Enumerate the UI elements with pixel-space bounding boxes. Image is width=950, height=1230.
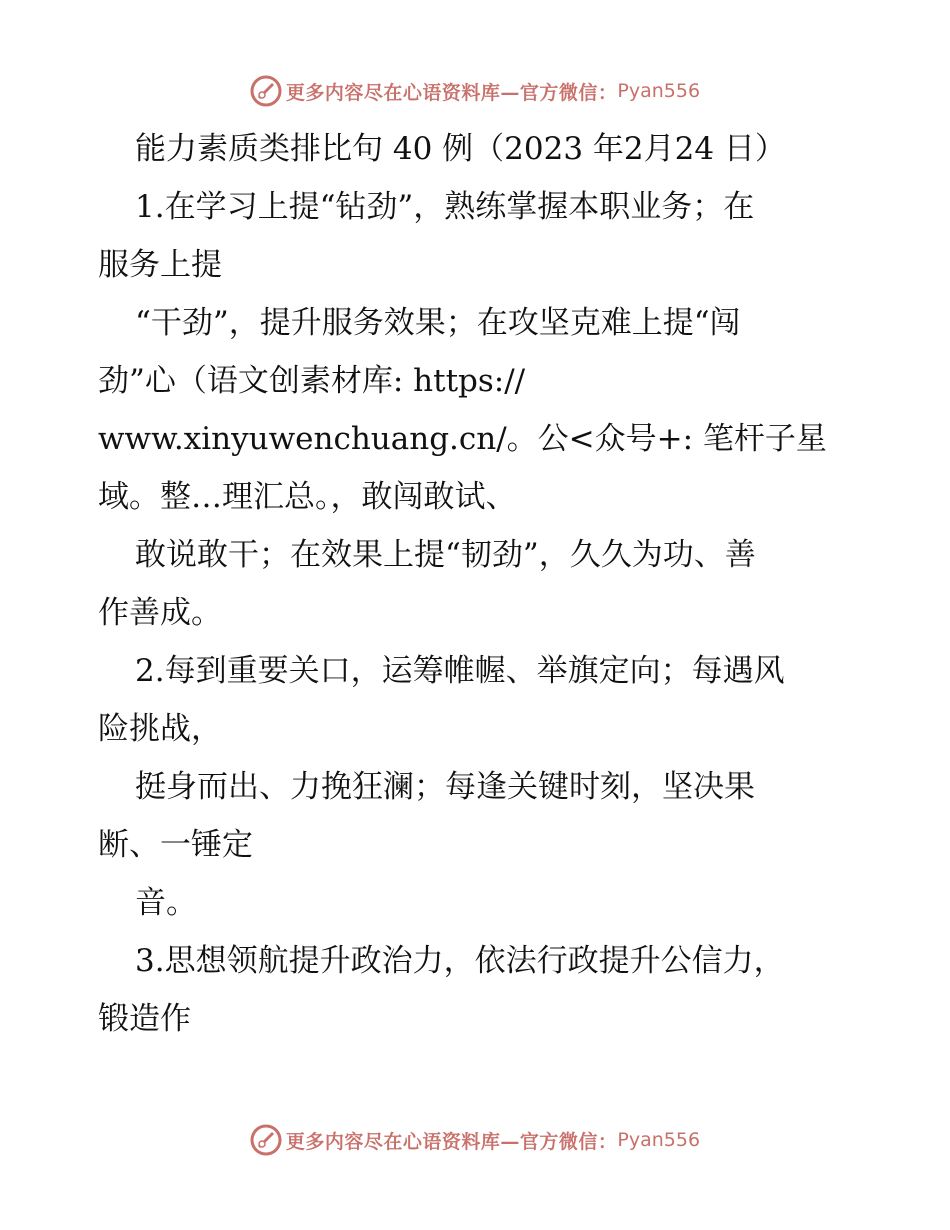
- text-line: www.xinyuwenchuang.cn/。公<众号+: 笔杆子星: [98, 421, 827, 457]
- text-line: 敢说敢干；在效果上提“韧劲”，久久为功、善: [135, 537, 756, 573]
- text-line: 服务上提: [98, 247, 222, 283]
- quill-logo-icon: [250, 1124, 282, 1156]
- quill-logo-icon: [250, 75, 282, 107]
- text-line: “干劲”，提升服务效果；在攻坚克难上提“闯: [135, 305, 741, 341]
- header-banner: [0, 71, 950, 111]
- text-line: 断、一锤定: [98, 827, 253, 863]
- text-line: 锻造作: [98, 1001, 191, 1037]
- footer-banner: [0, 1120, 950, 1160]
- text-line: 险挑战，: [98, 711, 222, 747]
- text-line: 劲”心（语文创素材库: https://: [98, 363, 526, 399]
- text-line: 能力素质类排比句 40 例（2023 年2月24 日）: [135, 131, 786, 167]
- banner-text: 更多内容尽在心语资料库—官方微信：: [285, 1130, 618, 1153]
- text-line: 音。: [135, 885, 197, 921]
- text-line: 域。整…理汇总。，敢闯敢试、: [98, 479, 517, 515]
- banner-account: Pyan556: [617, 80, 701, 102]
- text-line: 作善成。: [98, 595, 222, 631]
- text-line: 3.思想领航提升政治力，依法行政提升公信力，: [135, 943, 785, 979]
- banner-account: Pyan556: [617, 1129, 701, 1151]
- text-line: 挺身而出、力挽狂澜；每逢关键时刻，坚决果: [135, 769, 755, 805]
- text-line: 2.每到重要关口，运筹帷幄、举旗定向；每遇风: [135, 653, 785, 689]
- banner-text: 更多内容尽在心语资料库—官方微信：: [285, 81, 618, 104]
- document-body: [98, 120, 858, 1048]
- text-line: 1.在学习上提“钻劲”，熟练掌握本职业务；在: [135, 189, 755, 225]
